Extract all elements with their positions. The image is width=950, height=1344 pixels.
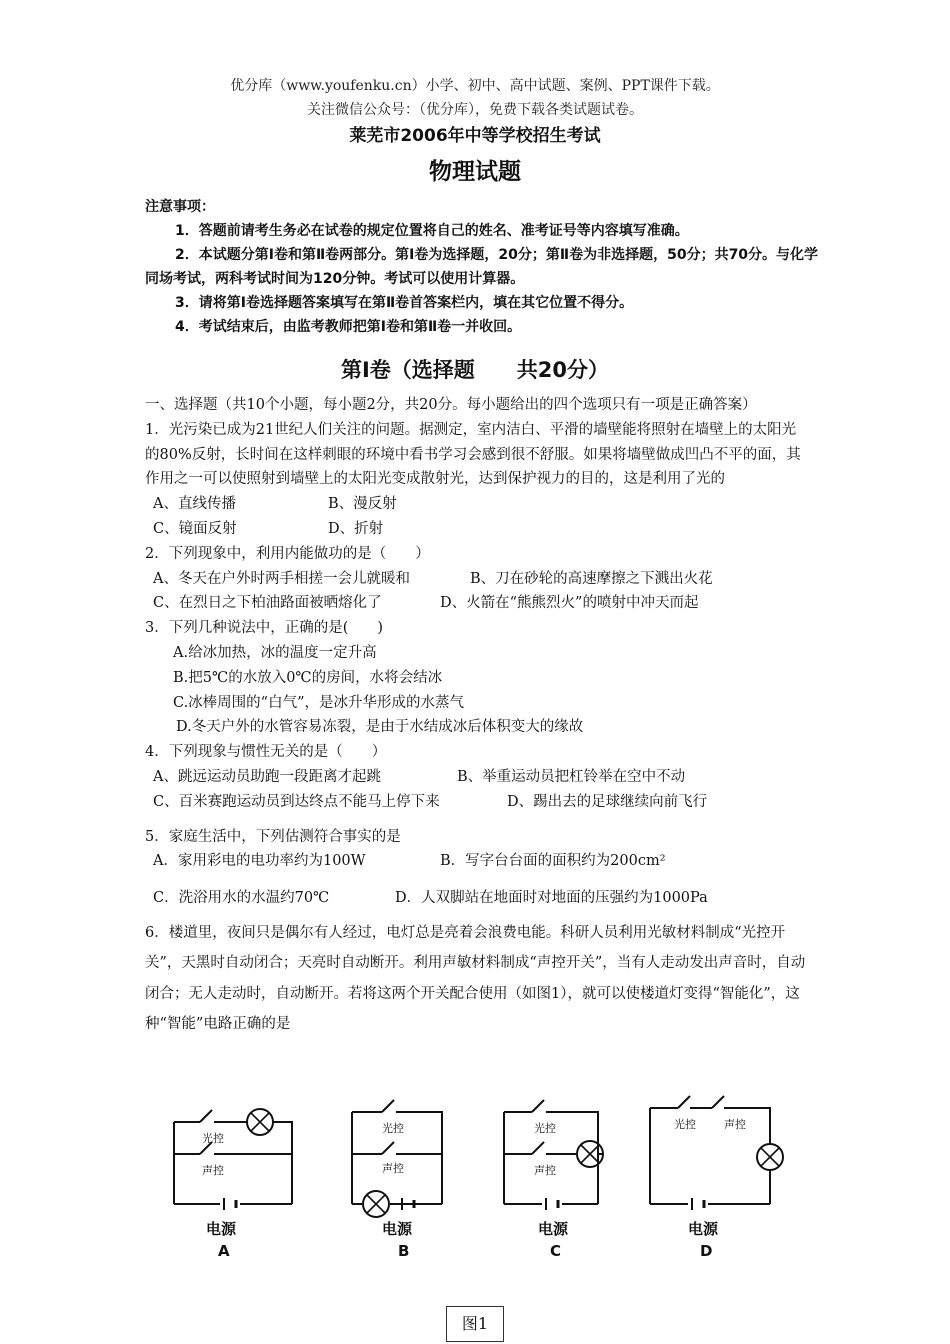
power-source-label: 电源 (688, 1220, 719, 1238)
option-letter-d: D (700, 1242, 713, 1260)
q2-option-d: D、火箭在“熊熊烈火”的喷射中冲天而起 (440, 595, 699, 612)
q2-option-b: B、刀在砂轮的高速摩擦之下溅出火花 (470, 570, 713, 587)
q3-option-a-row (145, 641, 810, 666)
q5-option-c: C．洗浴用水的水温约70℃ (153, 890, 330, 907)
q3-option-a: A.给冰加热，冰的温度一定升高 (173, 644, 377, 661)
notice-item: 4．考试结束后，由监考教师把第Ⅰ卷和第Ⅱ卷一并收回。 (175, 319, 522, 335)
question-5-options-row-1 (145, 849, 810, 874)
circuit-a (174, 1109, 292, 1260)
subject-title: 物理试题 (429, 159, 521, 185)
circuit-d (650, 1096, 783, 1260)
q4-option-c: C、百米赛跑运动员到达终点不能马上停下来 (153, 793, 440, 810)
section-intro: 一、选择题（共10个小题，每小题2分，共20分。每小题给出的四个选项只有一项是正确答案） (145, 397, 757, 413)
notice-item: 3．请将第Ⅰ卷选择题答案填写在第Ⅱ卷首答案栏内，填在其它位置不得分。 (175, 295, 634, 311)
question-6-stem: 6．楼道里，夜间只是偶尔有人经过，电灯总是亮着会浪费电能。科研人员利用光敏材料制成“光控开关”，天黑时自动闭合；天亮时自动断开。利用声敏材料制成“声控开关”，当有人走动发出声音时，自动闭合；无人走动时，自动断开。若将这两个开关配合使用（如图1），就可以使楼道灯变得“智能化”，这种“智能”电路正确的是 (145, 924, 806, 1033)
option-letter-c: C (550, 1242, 562, 1260)
power-source-label: 电源 (382, 1220, 413, 1238)
power-source-label: 电源 (206, 1220, 237, 1238)
light-switch-lever (532, 1100, 544, 1112)
q2-option-c: C、在烈日之下柏油路面被晒熔化了 (153, 595, 382, 612)
question-2-stem: 2．下列现象中，利用内能做功的是（ ） (145, 545, 430, 562)
light-switch-lever (678, 1096, 690, 1108)
notice-item: 2．本试题分第Ⅰ卷和第Ⅱ卷两部分。第Ⅰ卷为选择题，20分；第Ⅱ卷为非选择题，50分；共70分。与化学同场考试，两科考试时间为120分钟。考试可以使用计算器。 (145, 247, 819, 287)
q5-option-a: A．家用彩电的电功率约为100W (153, 853, 366, 870)
question-4-stem: 4．下列现象与惯性无关的是（ ） (145, 744, 387, 761)
q5-option-d: D．人双脚站在地面时对地面的压强约为1000Pa (395, 890, 708, 907)
question-5-options-row-2 (145, 886, 810, 911)
question-4-options-row-1 (145, 765, 810, 790)
notice-heading: 注意事项： (145, 199, 215, 215)
notice-item: 1．答题前请考生务必在试卷的规定位置将自己的姓名、准考证号等内容填写准确。 (175, 223, 689, 239)
q2-option-a: A、冬天在户外时两手相搓一会儿就暖和 (153, 570, 410, 587)
question-1-options-row-1 (145, 492, 810, 517)
q4-option-a: A、跳远运动员助跑一段距离才起跳 (153, 768, 381, 785)
question-2-options-row-2 (145, 591, 810, 616)
sound-switch-label: 声控 (724, 1118, 746, 1131)
question-2-options-row-1 (145, 567, 810, 592)
question-5-stem: 5．家庭生活中，下列估测符合事实的是 (145, 828, 401, 845)
sound-switch-label: 声控 (534, 1164, 556, 1177)
question-3-stem: 3．下列几种说法中，正确的是( ) (145, 620, 384, 637)
circuit-figure (160, 1092, 800, 1262)
sound-switch-label: 声控 (382, 1162, 404, 1175)
light-switch-label: 光控 (674, 1118, 696, 1131)
q3-option-c: C.冰棒周围的“白气”，是冰升华形成的水蒸气 (173, 694, 465, 711)
light-switch-lever (200, 1110, 212, 1122)
option-letter-b: B (398, 1242, 410, 1260)
q3-option-d: D.冬天户外的水管容易冻裂，是由于水结成冰后体积变大的缘故 (176, 719, 584, 736)
q1-option-b: B、漫反射 (328, 496, 397, 513)
q3-option-b: B.把5℃的水放入0℃的房间，水将会结冰 (173, 669, 443, 686)
question-1-options-row-2 (145, 517, 810, 542)
light-switch-label: 光控 (382, 1122, 404, 1135)
option-letter-a: A (218, 1242, 230, 1260)
site-header-line-1: 优分库（www.youfenku.cn）小学、初中、高中试题、案例、PPT课件下载。 (230, 78, 720, 94)
sound-switch-label: 声控 (202, 1164, 224, 1177)
exam-title: 莱芜市2006年中等学校招生考试 (349, 126, 601, 146)
q3-option-b-row (145, 666, 810, 691)
q4-option-d: D、踢出去的足球继续向前飞行 (507, 793, 708, 810)
q3-option-c-row (145, 691, 810, 716)
sound-switch-lever (382, 1142, 394, 1154)
question-1-stem: 1．光污染已成为21世纪人们关注的问题。据测定，室内洁白、平滑的墙壁能将照射在墙壁上的太阳光的80%反射，长时间在这样刺眼的环境中看书学习会感到很不舒服。如果将墙壁做成凹凸不平的面，其作用之一可以使照射到墙壁上的太阳光变成散射光，达到保护视力的目的，这是利用了光的 (145, 421, 801, 488)
light-switch-label: 光控 (202, 1132, 224, 1145)
q5-option-b: B．写字台台面的面积约为200cm² (440, 853, 666, 870)
figure-caption: 图1 (446, 1306, 504, 1342)
q4-option-b: B、举重运动员把杠铃举在空中不动 (457, 768, 686, 785)
notice-block (145, 195, 825, 339)
section-title: 第Ⅰ卷（选择题 共20分） (340, 358, 610, 382)
circuit-c (504, 1100, 604, 1260)
q1-option-c: C、镜面反射 (153, 520, 237, 537)
circuit-b (352, 1100, 442, 1260)
question-4-options-row-2 (145, 790, 810, 815)
questions-body (145, 393, 810, 1040)
site-header-line-2: 关注微信公众号：（优分库），免费下载各类试题试卷。 (307, 102, 643, 118)
power-source-label: 电源 (538, 1220, 569, 1238)
q1-option-d: D、折射 (328, 520, 384, 537)
sound-switch-lever (532, 1142, 544, 1154)
q1-option-a: A、直线传播 (153, 496, 236, 513)
sound-switch-lever (712, 1096, 724, 1108)
light-switch-label: 光控 (534, 1122, 556, 1135)
q3-option-d-row (145, 715, 810, 740)
light-switch-lever (382, 1100, 394, 1112)
